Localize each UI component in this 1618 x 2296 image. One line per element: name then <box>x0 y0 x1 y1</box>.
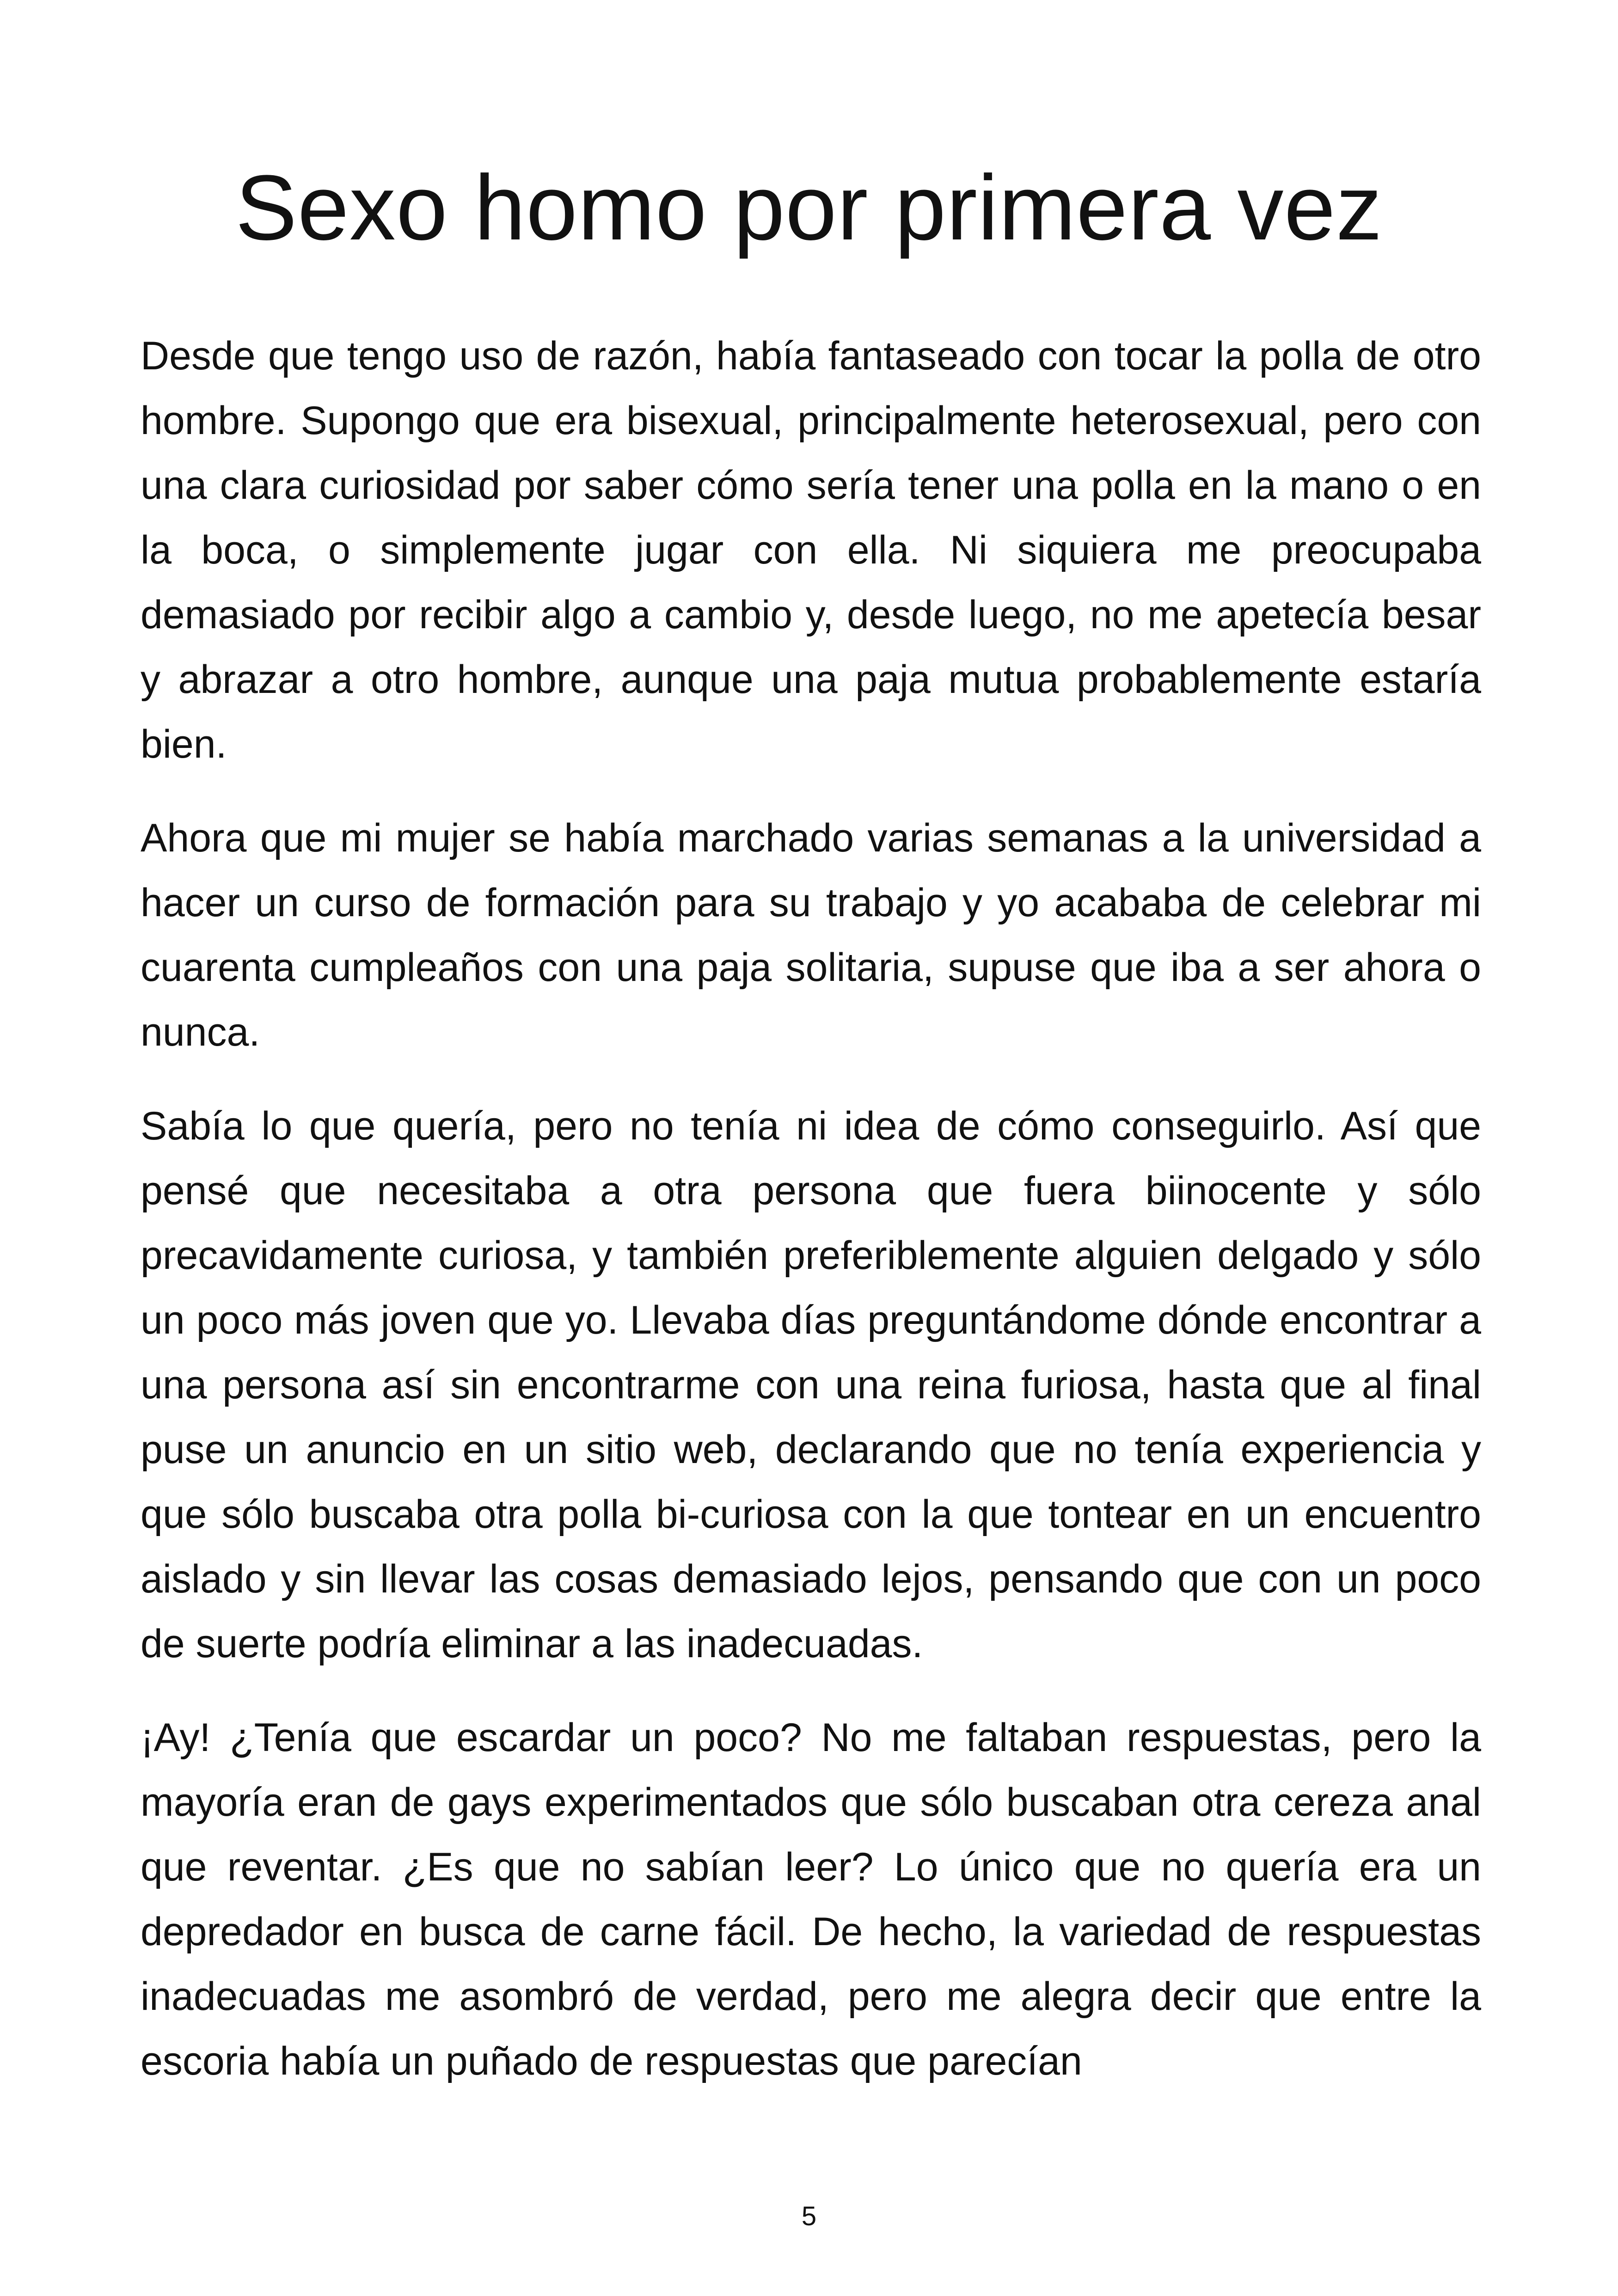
paragraph-4: ¡Ay! ¿Tenía que escardar un poco? No me faltaban respuestas, pero la mayoría eran de gays experimentados que sólo buscaban otra cereza anal que reventar. ¿Es que no sabían leer? Lo único que no quería era un depredador en busca de carne fácil. De hecho, la variedad de respuestas inadecuadas me asombró de verdad, pero me alegra decir que entre la escoria había un puñado de respuestas que parecían <box>141 1715 1481 2083</box>
page-title: Sexo homo por primera vez <box>235 156 1383 259</box>
page-number: 5 <box>801 2201 817 2231</box>
paragraph-2: Ahora que mi mujer se había marchado varias semanas a la universidad a hacer un curso de formación para su trabajo y yo acababa de celebrar mi cuarenta cumpleaños con una paja solitaria, supuse que iba a ser ahora o nunca. <box>141 816 1481 1054</box>
body-text <box>141 324 1481 2123</box>
paragraph-3: Sabía lo que quería, pero no tenía ni idea de cómo conseguirlo. Así que pensé que necesitaba a otra persona que fuera biinocente y sólo precavidamente curiosa, y también preferiblemente alguien delgado y sólo un poco más joven que yo. Llevaba días preguntándome dónde encontrar a una persona así sin encontrarme con una reina furiosa, hasta que al final puse un anuncio en un sitio web, declarando que no tenía experiencia y que sólo buscaba otra polla bi-curiosa con la que tontear en un encuentro aislado y sin llevar las cosas demasiado lejos, pensando que con un poco de suerte podría eliminar a las inadecuadas. <box>141 1104 1481 1666</box>
paragraph-1: Desde que tengo uso de razón, había fantaseado con tocar la polla de otro hombre. Supongo que era bisexual, principalmente heterosexual, pero con una clara curiosidad por saber cómo sería tener una polla en la mano o en la boca, o simplemente jugar con ella. Ni siquiera me preocupaba demasiado por recibir algo a cambio y, desde luego, no me apetecía besar y abrazar a otro hombre, aunque una paja mutua probablemente estaría bien. <box>141 334 1481 766</box>
